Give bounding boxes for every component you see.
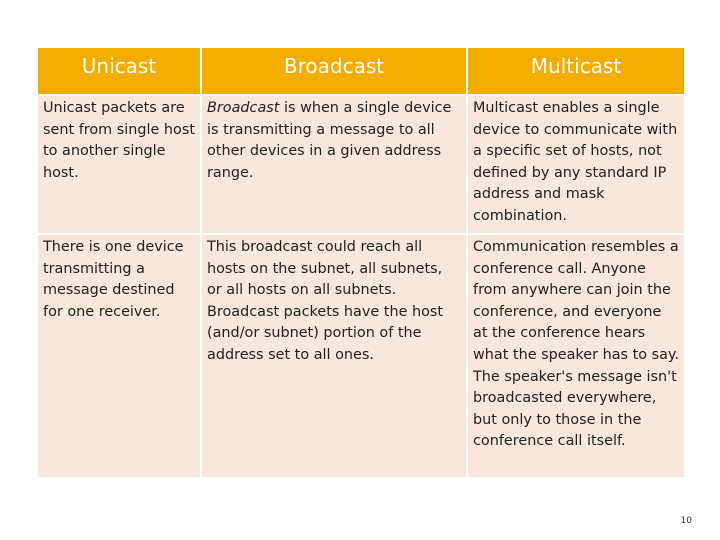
cell-unicast-definition: Unicast packets are sent from single host to another single host.	[38, 96, 200, 233]
cell-broadcast-definition	[202, 96, 466, 233]
table-row	[38, 235, 684, 477]
cell-multicast-definition: Multicast enables a single device to communicate with a specific set of hosts, not defined by any standard IP address and mask combination.	[468, 96, 684, 233]
cell-multicast-example: Communication resembles a conference call. Anyone from anywhere can join the conference, and everyone at the conference hears what the speaker has to say. The speaker's message isn't broadcasted everywhere, but only to those in the conference call itself.	[468, 235, 684, 477]
page-number: 10	[680, 516, 692, 526]
broadcast-definition-text: is when a single device is transmitting a message to all other devices in a given address range.	[207, 100, 452, 181]
cell-broadcast-example: This broadcast could reach all hosts on the subnet, all subnets, or all hosts on all subnets. Broadcast packets have the host (and/or subnet) portion of the address set to all ones.	[202, 235, 466, 477]
header-unicast: Unicast	[38, 48, 200, 94]
comparison-table	[36, 46, 686, 479]
table-row	[38, 96, 684, 233]
cell-unicast-example: There is one device transmitting a message destined for one receiver.	[38, 235, 200, 477]
broadcast-term: Broadcast	[207, 100, 280, 116]
header-broadcast: Broadcast	[202, 48, 466, 94]
header-multicast: Multicast	[468, 48, 684, 94]
header-row	[38, 48, 684, 94]
